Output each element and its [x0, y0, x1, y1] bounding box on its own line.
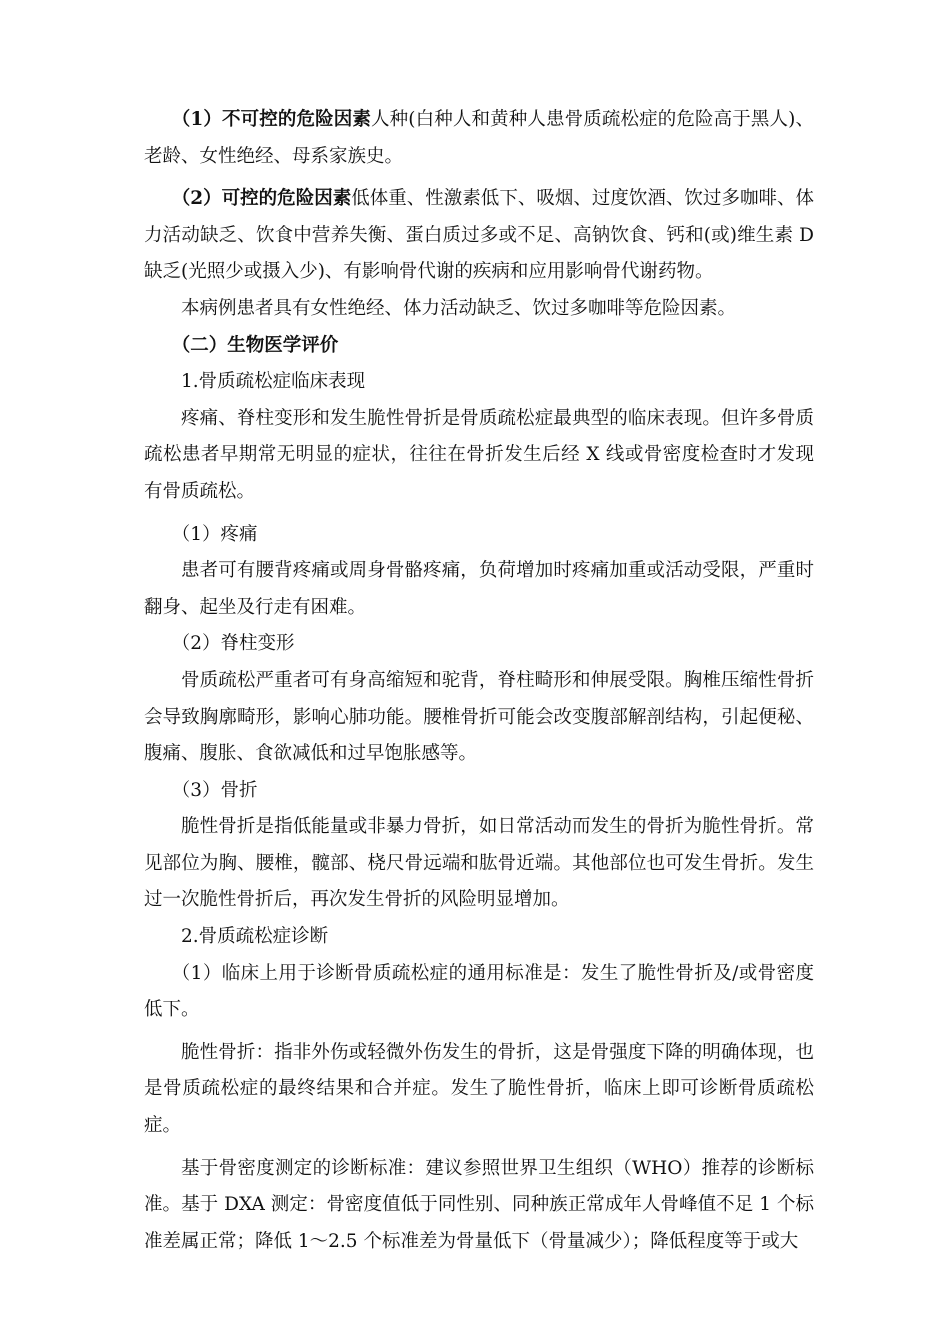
paragraph-fracture: 脆性骨折是指低能量或非暴力骨折，如日常活动而发生的骨折为脆性骨折。常见部位为胸、腰椎，髋部、桡尺骨远端和肱骨近端。其他部位也可发生骨折。发生过一次脆性骨折后，再次发生骨折的风险明显增加。 — [144, 816, 814, 911]
section-heading-text: （二）生物医学评价 — [171, 334, 339, 356]
heading-uncontrollable-risk: （1）不可控的危险因素 — [171, 109, 372, 130]
paragraph-fragility-fracture: 脆性骨折：指非外伤或轻微外伤发生的骨折，这是骨强度下降的明确体现，也是骨质疏松症的最终结果和合并症。发生了脆性骨折，临床上即可诊断骨质疏松症。 — [144, 1041, 814, 1137]
paragraph-clinical-overview: 疼痛、脊柱变形和发生脆性骨折是骨质疏松症最典型的临床表现。但许多骨质疏松患者早期常无明显的症状，往往在骨折发生后经 X 线或骨密度检查时才发现有骨质疏松。 — [144, 407, 814, 502]
subheading-fracture: （3）骨折 — [171, 779, 258, 801]
paragraph-diagnosis-criteria: （1）临床上用于诊断骨质疏松症的通用标准是：发生了脆性骨折及/或骨密度低下。 — [144, 962, 814, 1021]
paragraph-spine-deformity: 骨质疏松严重者可有身高缩短和驼背，脊柱畸形和伸展受限。胸椎压缩性骨折会导致胸廓畸形，影响心肺功能。腰椎骨折可能会改变腹部解剖结构，引起便秘、腹痛、腹胀、食欲减低和过早饱胀感等。 — [144, 669, 814, 765]
subheading-spine-deformity: （2）脊柱变形 — [171, 633, 295, 655]
paragraph-case-risk-factors: 本病例患者具有女性绝经、体力活动缺乏、饮过多咖啡等危险因素。 — [181, 297, 737, 319]
subheading-clinical-manifestations: 1.骨质疏松症临床表现 — [181, 371, 366, 393]
heading-controllable-risk: （2）可控的危险因素 — [171, 188, 352, 210]
section-heading-biomedical-evaluation — [144, 328, 814, 365]
text-controllable-risk: 低体重、性激素低下、吸烟、过度饮酒、饮过多咖啡、体力活动缺乏、饮食中营养失衡、蛋白质过多或不足、高钠饮食、钙和(或)维生素 D 缺乏(光照少或摄入少)、有影响骨代谢的疾病和应用影响骨代谢药物。 — [144, 188, 814, 283]
subheading-diagnosis: 2.骨质疏松症诊断 — [181, 926, 329, 948]
subheading-pain: （1）疼痛 — [171, 523, 258, 545]
paragraph-controllable-risk — [144, 181, 814, 291]
paragraph-bmd-criteria: 基于骨密度测定的诊断标准：建议参照世界卫生组织（WHO）推荐的诊断标准。基于 DXA 测定：骨密度值低于同性别、同种族正常成年人骨峰值不足 1 个标准差属正常；降低 1～2.5 个标准差为骨量低下（骨量减少）；降低程度等于或大 — [144, 1157, 814, 1252]
paragraph-uncontrollable-risk — [144, 102, 814, 175]
text-uncontrollable-risk: 人种(白种人和黄种人患骨质疏松症的危险高于黑人)、老龄、女性绝经、母系家族史。 — [144, 109, 815, 167]
paragraph-pain: 患者可有腰背疼痛或周身骨骼疼痛，负荷增加时疼痛加重或活动受限，严重时翻身、起坐及行走有困难。 — [144, 560, 814, 618]
document-body — [144, 102, 814, 1260]
